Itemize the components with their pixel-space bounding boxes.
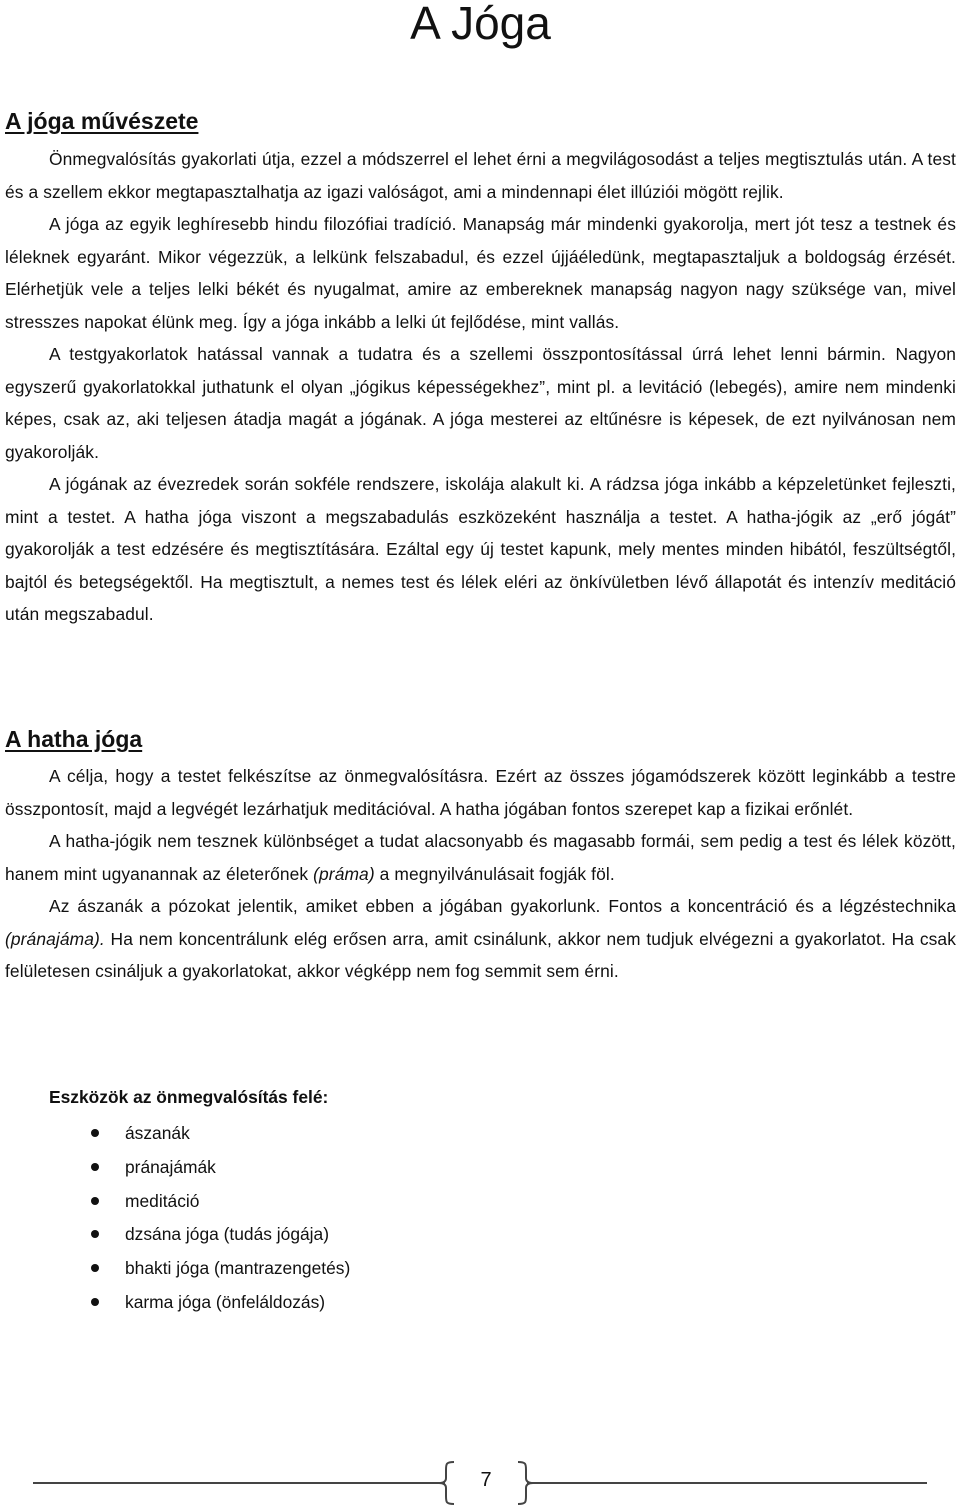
page-footer — [0, 1458, 960, 1508]
list-item — [5, 1151, 350, 1185]
paragraph: A célja, hogy a testet felkészítse az önmegvalósításra. Ezért az összes jógamódszerek között leginkább a testre összpontosít, majd a legvégét lezárhatjuk meditációval. A hatha jógában fontos szerepet kap a fizikai erőnlét. — [5, 766, 956, 819]
list-item — [5, 1218, 350, 1252]
section-body-art-of-yoga — [5, 143, 956, 631]
bullet-icon — [91, 1264, 99, 1272]
left-brace-icon — [436, 1460, 458, 1506]
paragraph-text: Ha nem koncentrálunk elég erősen arra, amit csinálunk, akkor nem tudjuk elvégezni a gyakorlatot. Ha csak felületesen csináljuk a gyakorlatokat, akkor végképp nem fog semmit sem érni. — [5, 928, 956, 981]
section-body-hatha-yoga — [5, 760, 956, 988]
list-item-label: bhakti jóga (mantrazengetés) — [125, 1258, 351, 1279]
list-item-label: karma jóga (önfeláldozás) — [125, 1291, 326, 1312]
paragraph — [5, 825, 956, 890]
paragraph-text: a megnyilvánulásait fogják föl. — [374, 863, 615, 884]
list-item-label: ászanák — [125, 1123, 190, 1143]
page-title: A Jóga — [410, 0, 551, 49]
bullet-icon — [91, 1298, 99, 1306]
bullet-icon — [91, 1129, 99, 1137]
bullet-icon — [91, 1197, 99, 1205]
list-item-label: dzsána jóga (tudás jógája) — [125, 1224, 329, 1245]
page-number: 7 — [480, 1469, 492, 1491]
list-item — [5, 1185, 350, 1219]
bullet-icon — [91, 1163, 99, 1171]
list-item-label: meditáció — [125, 1190, 200, 1211]
list-item-label: pránajámák — [125, 1156, 216, 1177]
paragraph: A jógának az évezredek során sokféle rendszere, iskolája alakult ki. A rádzsa jóga inkább a képzeletünket fejleszti, mint a testet. A hatha jóga viszont a megszabadulás eszközeként használja a testet. A hatha-jógik az „erő jógát” gyakorolják a test edzésére és megtisztítására. Ezáltal egy új testet kapunk, mely mentes minden hibától, feszültségtől, bajtól és betegségektől. Ha megtisztult, a nemes test és lélek eléri az önkívületben lévő állapotát és intenzív meditáció után megszabadul. — [5, 474, 956, 624]
tools-list — [5, 1117, 350, 1320]
section-heading-art-of-yoga: A jóga művészete — [5, 108, 199, 134]
footer-rule-right — [527, 1482, 927, 1484]
paragraph-text: A hatha-jógik nem tesznek különbséget a tudat alacsonyabb és magasabb formái, sem pedig a test és lélek között, hanem mint ugyanannak az életerőnek — [5, 831, 956, 884]
section-heading-hatha-yoga: A hatha jóga — [5, 726, 143, 752]
paragraph: Önmegvalósítás gyakorlati útja, ezzel a módszerrel el lehet érni a megvilágosodást a teljes megtisztulás után. A test és a szellem ekkor megtapasztalhatja az igazi valóságot, ami a mindennapi élet illúziói mögött rejlik. — [5, 149, 956, 202]
bullet-icon — [91, 1230, 99, 1238]
footer-rule-left — [33, 1482, 445, 1484]
tools-heading: Eszközök az önmegvalósítás felé: — [49, 1087, 329, 1107]
paragraph: A testgyakorlatok hatással vannak a tudatra és a szellemi összpontosítással úrrá lehet lenni bármin. Nagyon egyszerű gyakorlatokkal juthatunk el olyan „jógikus képességekhez”, mint pl. a levitáció (lebegés), amire nem mindenki képes, csak az, aki teljesen átadja magát a jógának. A jóga mesterei az eltűnésre is képesek, de ezt nyilvánosan nem gyakorolják. — [5, 344, 956, 462]
list-item — [5, 1117, 350, 1151]
paragraph — [5, 890, 956, 988]
italic-term: (pránajáma). — [5, 928, 105, 949]
list-item — [5, 1286, 350, 1320]
italic-term: (práma) — [313, 863, 375, 884]
paragraph: A jóga az egyik leghíresebb hindu filozófiai tradíció. Manapság már mindenki gyakorolja, mert jót tesz a testnek és léleknek egyaránt. Mikor végezzük, a lelkünk felszabadul, és ezzel újjáéledünk, megtapasztaljuk a boldogság érzését. Elérhetjük vele a teljes lelki békét és nyugalmat, amire az embereknek manapság nagyon nagy szüksége van, mivel stresszes napokat élünk meg. Így a jóga inkább a lelki út fejlődése, mint vallás. — [5, 214, 956, 332]
list-item — [5, 1252, 350, 1286]
paragraph-text: Az ászanák a pózokat jelentik, amiket ebben a jógában gyakorlunk. Fontos a koncentráció és a légzéstechnika — [49, 896, 956, 916]
